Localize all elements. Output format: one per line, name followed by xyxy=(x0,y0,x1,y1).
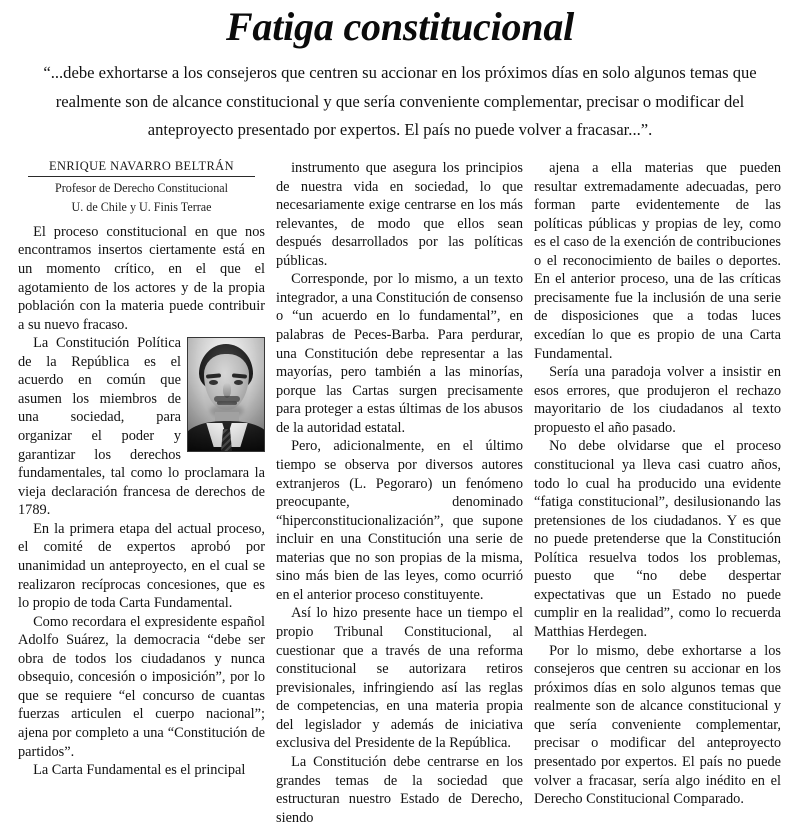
paragraph: La Constitución Política de la República es el acuerdo en común que asumen los miembros de una sociedad, para organizar el poder y garantizar los derechos fundamentales, tal como lo proclamara la vieja declaración francesa de derechos de 1789. xyxy=(18,335,265,519)
article-column-3 xyxy=(534,159,781,809)
paragraph: La Carta Fundamental es el principal xyxy=(33,762,246,779)
paragraph: El proceso constitucional en que nos encontramos insertos ciertamente está en un momento crítico, en el que el agotamiento de los actores y de la propia población con la materia puede contribuir a su nuevo fracaso. xyxy=(18,223,265,333)
paragraph: Así lo hizo presente hace un tiempo el propio Tribunal Constitucional, al cuestionar que a través de una reforma constitucional se autorizara retiros previsionales, infringiendo así las reglas de competencias, en una materia propia del legislador y además de iniciativa exclusiva del Presidente de la República. xyxy=(276,605,523,752)
article-column-2 xyxy=(276,159,523,827)
article-columns xyxy=(18,159,782,827)
byline-author-name: ENRIQUE NAVARRO BELTRÁN xyxy=(28,159,255,177)
byline-affiliation-line-1: Profesor de Derecho Constitucional xyxy=(55,180,228,195)
paragraph: Pero, adicionalmente, en el último tiempo se observa por diversos autores extranjeros (L. Pegoraro) un fenómeno preocupante, denominado “hiperconstitucionalización”, que supone incluir en una Constitución una serie de materias que no son propias de la misma, sino más bien de las leyes, como ocurrió en el anterior proceso constituyente. xyxy=(276,438,523,603)
page-title: Fatiga constitucional xyxy=(225,4,575,49)
paragraph: Como recordara el expresidente español Adolfo Suárez, la democracia “debe ser obra de todos los ciudadanos y nunca obsequio, concesión o imposición”, por lo que se requiere “el concurso de cuantas fuerzas articulen el cuerpo nacional”; ajena por completo a una “Constitución de partidos”. xyxy=(18,613,265,760)
byline xyxy=(18,159,265,216)
author-portrait-photo xyxy=(187,337,265,452)
paragraph: La Constitución debe centrarse en los grandes temas de la sociedad que estructuran nuestro Estado de Derecho, siendo xyxy=(276,753,523,826)
paragraph: En la primera etapa del actual proceso, el comité de expertos aprobó por unanimidad un anteproyecto, en el cual se realizaron recíprocas concesiones, que es lo propio de toda Carta Fundamental. xyxy=(18,520,265,612)
paragraph: No debe olvidarse que el proceso constitucional ya lleva casi cuatro años, todo lo cual ha producido una evidente “fatiga constitucional”, desilusionando las pretensiones de los ciudadanos. Y es que no puede pretenderse que la Constitución Política resuelva todos los problemas, puesto que “no debe despertar expectativas que un Estado no puede cumplir en la realidad”, como lo recuerda Matthias Herdegen. xyxy=(534,438,781,641)
paragraph: instrumento que asegura los principios de nuestra vida en sociedad, lo que necesariamente exige centrarse en los más relevantes, de modo que ellos sean después desarrollados por las políticas públicas. xyxy=(276,159,523,269)
byline-affiliation-line-2: U. de Chile y U. Finis Terrae xyxy=(71,200,212,215)
paragraph: ajena a ella materias que pueden resultar extremadamente adecuadas, pero forman parte evidentemente de las políticas públicas y propias de ley, como es el caso de la exención de contribuciones o el reconocimiento de bailes o deportes. En el anterior proceso, una de las críticas precisamente fue la inclusión de una serie de disposiciones que a todas luces excedían lo que es propio de una Carta Fundamental. xyxy=(534,159,781,362)
column-3-body xyxy=(534,159,781,809)
paragraph: Sería una paradoja volver a insistir en esos errores, que produjeron el rechazo mayoritario de los ciudadanos al texto propuesto el año pasado. xyxy=(534,364,781,436)
pull-quote: “...debe exhortarse a los consejeros que centren su accionar en los próximos días en solo algunos temas que realmente son de alcance constitucional y que sería conveniente complementar, precisar o modificar del anteproyecto presentado por expertos. El país no puede volver a fracasar...”. xyxy=(43,63,757,140)
article-column-1 xyxy=(18,159,265,780)
paragraph: Por lo mismo, debe exhortarse a los consejeros que centren su accionar en los próximos días en solo algunos temas que realmente son de alcance constitucional y que sería conveniente complementar, precisar o modificar del anteproyecto presentado por expertos. El país no puede volver a fracasar, sería algo inédito en el Derecho Constitucional Comparado. xyxy=(534,642,781,808)
portrait-vignette xyxy=(188,338,264,451)
column-2-body xyxy=(276,159,523,827)
paragraph: Corresponde, por lo mismo, a un texto integrador, a una Constitución de consenso o “un acuerdo en lo fundamental”, en palabras de Peces-Barba. Para perdurar, una Constitución debe representar a las mayorías, pero también a las minorías, porque las Cartas surgen precisamente para proteger a estas últimas de los abusos de la autoridad estatal. xyxy=(276,271,523,436)
column-1-body xyxy=(18,223,265,780)
